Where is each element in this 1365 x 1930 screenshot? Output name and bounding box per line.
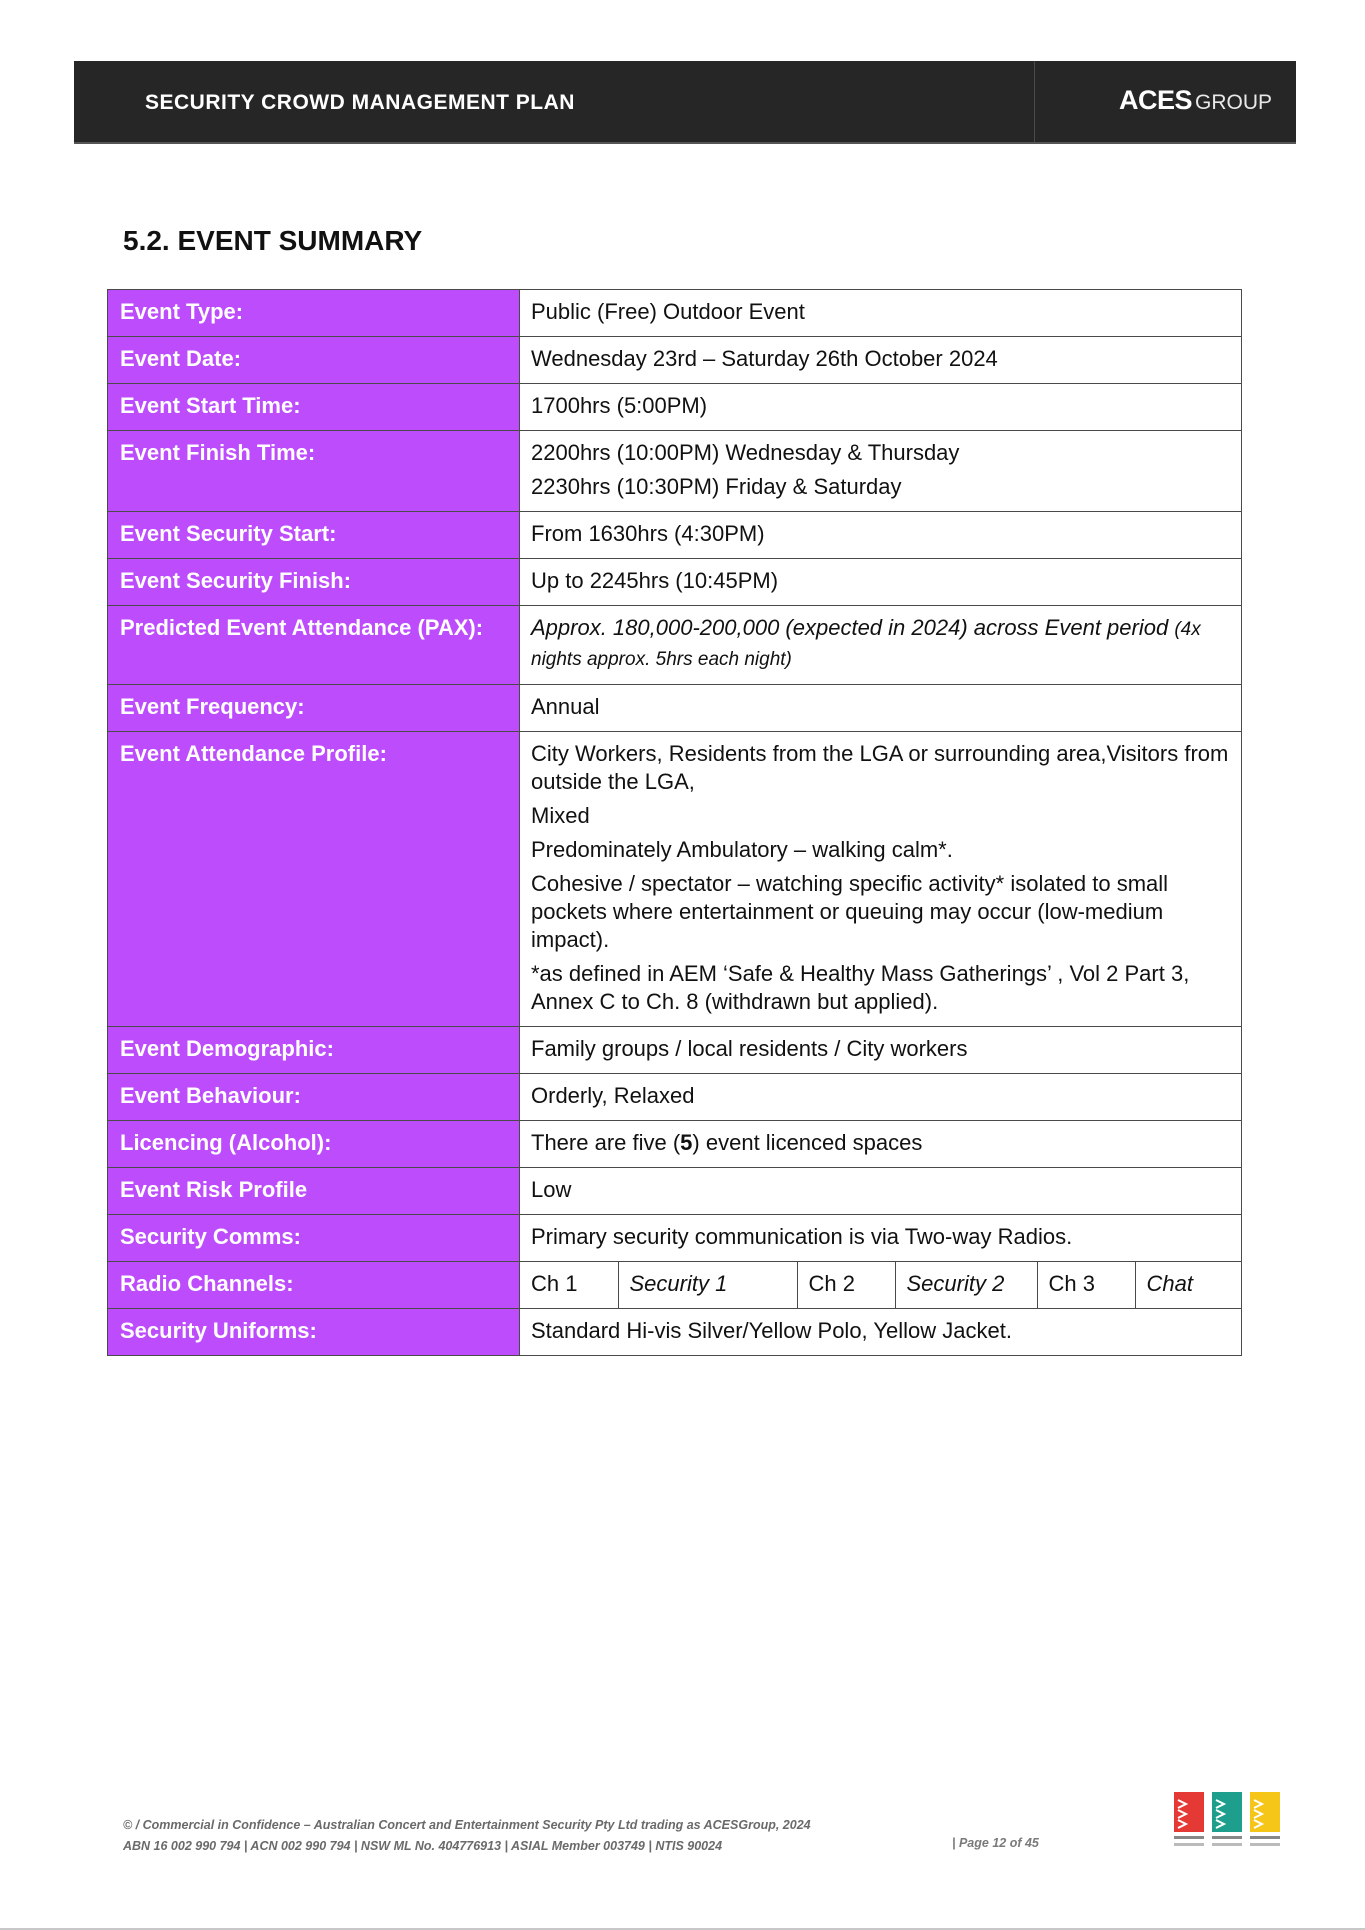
row-value: Up to 2245hrs (10:45PM) (520, 559, 1242, 606)
profile-paragraph: Cohesive / spectator – watching specific activity* isolated to small pockets where entertainment or queuing may occur (low-medium impact). (531, 871, 1169, 952)
row-label: Event Finish Time: (108, 431, 520, 512)
table-row (108, 685, 1242, 732)
channel-2-name: Security 2 (895, 1262, 1037, 1308)
logo-light-text: GROUP (1194, 91, 1272, 114)
footer-copyright: © / Commercial in Confidence – Australian Concert and Entertainment Security Pty Ltd trading as ACESGroup, 2024 (123, 1818, 811, 1832)
quality-cert-badge (1174, 1792, 1204, 1846)
row-value: Annual (520, 685, 1242, 732)
table-row (108, 1215, 1242, 1262)
aces-group-logo (1119, 85, 1272, 116)
profile-paragraph: Predominately Ambulatory – walking calm*. (531, 837, 953, 862)
table-row (108, 431, 1242, 512)
table-row (108, 732, 1242, 1027)
table-row (108, 384, 1242, 431)
ohs-cert-badge (1250, 1792, 1280, 1846)
profile-paragraph: *as defined in AEM ‘Safe & Healthy Mass Gatherings’ , Vol 2 Part 3, Annex C to Ch. 8 (withdrawn but applied). (531, 961, 1190, 1014)
row-label: Event Security Finish: (108, 559, 520, 606)
row-value: Orderly, Relaxed (520, 1074, 1242, 1121)
table-row (108, 290, 1242, 337)
row-label: Event Demographic: (108, 1027, 520, 1074)
finish-time-weekend: 2230hrs (10:30PM) Friday & Saturday (531, 474, 902, 499)
row-label: Event Frequency: (108, 685, 520, 732)
table-row (108, 337, 1242, 384)
licencing-text-pre: There are five ( (531, 1130, 681, 1155)
row-label: Event Attendance Profile: (108, 732, 520, 1027)
row-value (520, 431, 1242, 512)
profile-paragraph: Mixed (531, 803, 590, 828)
channel-3-number: Ch 3 (1037, 1262, 1135, 1308)
row-label: Radio Channels: (108, 1262, 520, 1309)
table-row (108, 606, 1242, 685)
row-value: 1700hrs (5:00PM) (520, 384, 1242, 431)
row-label: Event Start Time: (108, 384, 520, 431)
footer-text (123, 1815, 811, 1857)
row-value: From 1630hrs (4:30PM) (520, 512, 1242, 559)
table-row (108, 1027, 1242, 1074)
profile-paragraph: City Workers, Residents from the LGA or surrounding area,Visitors from outside the LGA, (531, 741, 1229, 794)
row-value (520, 732, 1242, 1027)
row-label: Predicted Event Attendance (PAX): (108, 606, 520, 685)
channel-3-name: Chat (1135, 1262, 1241, 1308)
attendance-main: Approx. 180,000-200,000 (expected in 2024) across Event period (531, 615, 1169, 640)
row-value: Standard Hi-vis Silver/Yellow Polo, Yellow Jacket. (520, 1309, 1242, 1356)
radio-channels-table (520, 1262, 1241, 1308)
row-value: Public (Free) Outdoor Event (520, 290, 1242, 337)
row-label: Security Comms: (108, 1215, 520, 1262)
document-title: SECURITY CROWD MANAGEMENT PLAN (145, 91, 575, 114)
row-label: Security Uniforms: (108, 1309, 520, 1356)
table-row (108, 1309, 1242, 1356)
table-row (108, 1262, 1242, 1309)
table-row (108, 1168, 1242, 1215)
channel-1-number: Ch 1 (531, 1271, 578, 1296)
table-row (108, 1121, 1242, 1168)
row-value: Primary security communication is via Two-way Radios. (520, 1215, 1242, 1262)
channel-1-name: Security 1 (618, 1262, 797, 1308)
row-label: Event Type: (108, 290, 520, 337)
environment-cert-badge (1212, 1792, 1242, 1846)
licencing-count: 5 (680, 1130, 693, 1155)
row-label: Event Risk Profile (108, 1168, 520, 1215)
row-label: Event Behaviour: (108, 1074, 520, 1121)
section-title: 5.2. EVENT SUMMARY (123, 225, 423, 256)
row-value (520, 1121, 1242, 1168)
header-divider (1034, 61, 1035, 142)
row-value: Family groups / local residents / City workers (520, 1027, 1242, 1074)
channel-2-number: Ch 2 (797, 1262, 895, 1308)
row-value: Low (520, 1168, 1242, 1215)
finish-time-weekday: 2200hrs (10:00PM) Wednesday & Thursday (531, 440, 960, 465)
table-row (108, 512, 1242, 559)
page-number: | Page 12 of 45 (952, 1836, 1039, 1850)
licencing-text-post: ) event licenced spaces (692, 1130, 923, 1155)
iso-certification-badges (1172, 1790, 1284, 1860)
row-label: Event Security Start: (108, 512, 520, 559)
row-value (520, 606, 1242, 685)
attendance-note: (4x nights approx. 5hrs each night) (531, 619, 1201, 670)
logo-strong-text: ACES (1118, 85, 1192, 115)
row-label: Licencing (Alcohol): (108, 1121, 520, 1168)
row-value: Wednesday 23rd – Saturday 26th October 2024 (520, 337, 1242, 384)
radio-channels-cell (520, 1262, 1242, 1309)
row-label: Event Date: (108, 337, 520, 384)
page-header (74, 61, 1296, 144)
table-row (108, 559, 1242, 606)
event-summary-table (107, 289, 1242, 1356)
footer-registration: ABN 16 002 990 794 | ACN 002 990 794 | NSW ML No. 404776913 | ASIAL Member 003749 | NTIS 90024 (123, 1839, 723, 1853)
table-row (108, 1074, 1242, 1121)
